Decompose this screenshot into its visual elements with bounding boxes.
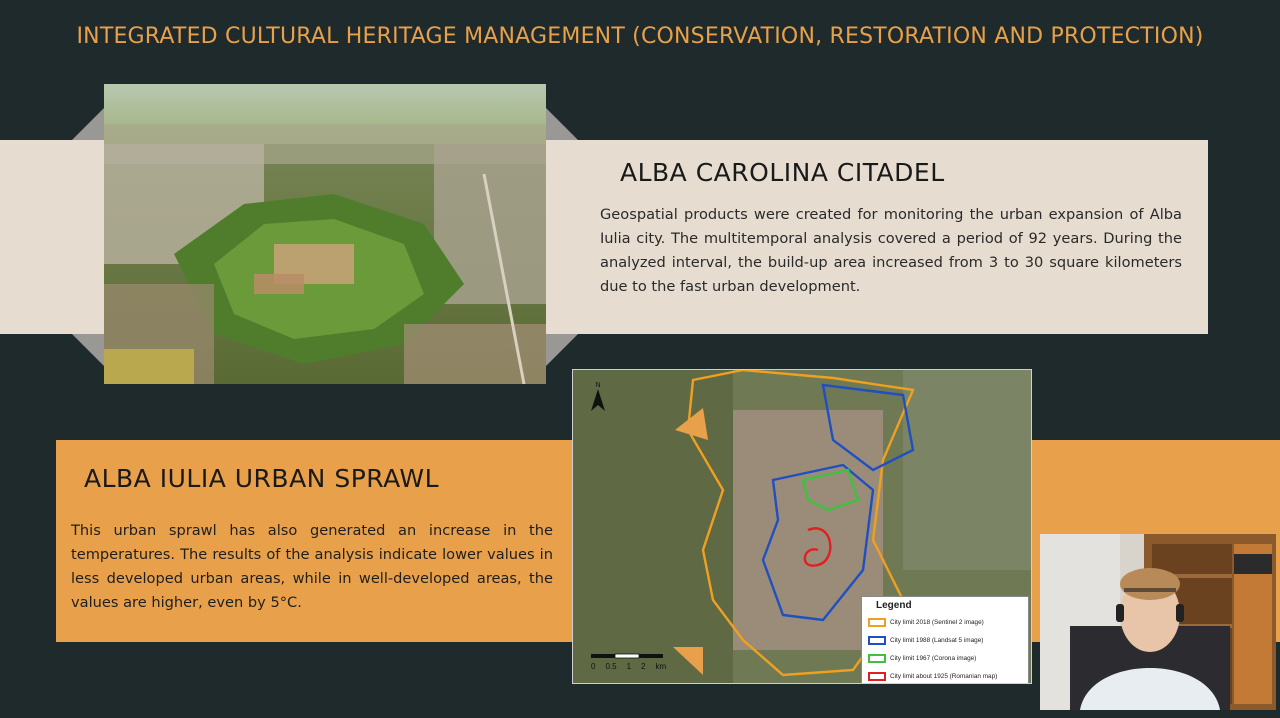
north-arrow-icon: [591, 389, 605, 411]
slide-title: INTEGRATED CULTURAL HERITAGE MANAGEMENT (CONSERVATION, RESTORATION AND PROTECTION): [76, 24, 1204, 49]
legend-swatch-orange: [868, 618, 886, 627]
decor-triangle: [72, 108, 104, 140]
legend-label: City limit 1988 (Landsat 5 image): [890, 636, 984, 644]
scale-bar: [591, 652, 691, 676]
scale-unit: km: [655, 662, 667, 671]
sprawl-description: This urban sprawl has also generated an increase in the temperatures. The results of the analysis indicate lower values in less developed urban areas, while in well-developed areas, the values are higher, even by 5°C.: [71, 522, 553, 611]
scale-tick: 2: [641, 662, 646, 671]
legend-label: City limit about 1925 (Romanian map): [890, 672, 998, 680]
scale-bar-graphic: [591, 652, 691, 660]
decor-triangle: [72, 334, 104, 366]
citadel-aerial-photo: [104, 84, 546, 384]
legend-item: [868, 649, 1022, 667]
scale-tick: 0: [591, 662, 596, 671]
presenter-webcam: [1040, 534, 1276, 710]
decor-triangle: [546, 334, 578, 366]
citadel-heading: ALBA CAROLINA CITADEL: [620, 158, 945, 187]
legend-label: City limit 2018 (Sentinel 2 image): [890, 618, 984, 626]
sprawl-heading: ALBA IULIA URBAN SPRAWL: [84, 464, 440, 493]
legend-item: [868, 631, 1022, 649]
legend-title: Legend: [876, 600, 912, 611]
legend-item: [868, 667, 1022, 684]
decor-triangle: [546, 108, 578, 140]
legend-swatch-red: [868, 672, 886, 681]
presenter-video-image: [1040, 534, 1276, 710]
legend-label: City limit 1967 (Corona image): [890, 654, 977, 662]
legend-item: [868, 613, 1022, 631]
north-label: N: [595, 382, 601, 389]
legend-swatch-blue: [868, 636, 886, 645]
map-legend: [861, 596, 1029, 684]
legend-swatch-green: [868, 654, 886, 663]
citadel-description: Geospatial products were created for monitoring the urban expansion of Alba Iulia city. The multitemporal analysis covered a period of 92 years. During the analyzed interval, the build-up area increased from 3 to 30 square kilometers due to the fast urban development.: [600, 206, 1182, 295]
scale-tick: 0.5: [605, 662, 617, 671]
scale-tick: 1: [626, 662, 632, 671]
north-arrow: [591, 382, 605, 413]
urban-sprawl-map: [572, 369, 1032, 684]
citadel-aerial-image: [104, 84, 546, 384]
